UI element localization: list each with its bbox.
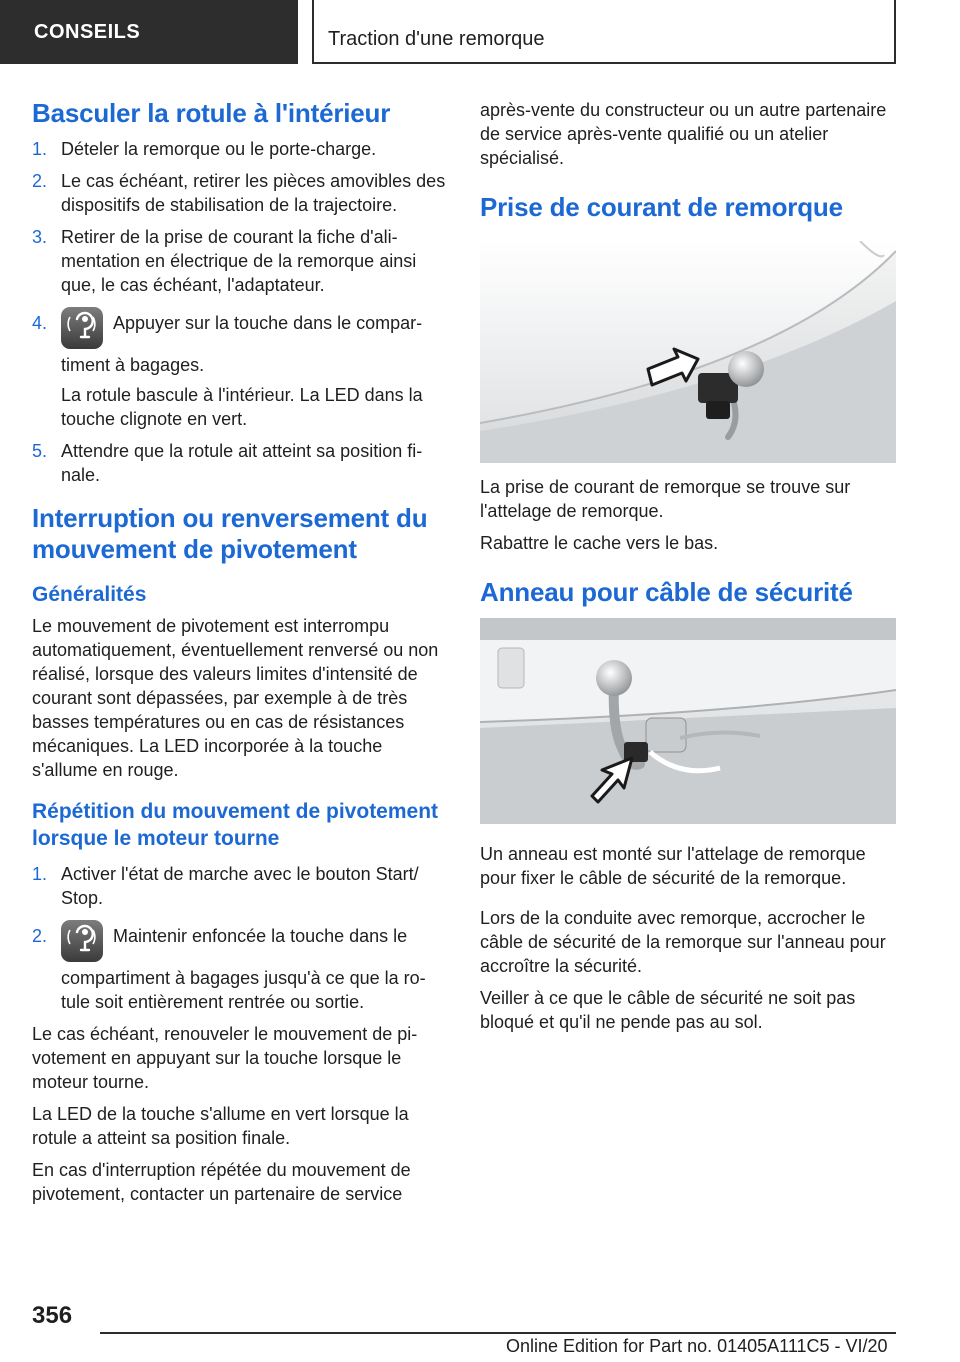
step-number: 2. [32,926,48,946]
step-item [32,137,448,161]
step-text: Activer l'état de marche avec le bouton Start/ Stop. [61,864,419,908]
step-item [32,924,448,1014]
step-text: Attendre que la rotule ait atteint sa position finale. [61,441,423,485]
paragraph-anneau-monte: Un anneau est monté sur l'attelage de remorque pour fixer le câble de sécurité de la remorque. [480,844,866,888]
paragraph-veiller: Veiller à ce que le câble de sécurité ne soit pas bloqué et qu'il ne pende pas au sol. [480,988,856,1032]
step-item [32,862,448,910]
header-chapter-tab [312,0,896,64]
step-number: 2. [32,171,48,191]
paragraph-contacter: En cas d'interruption répétée du mouvement de pivotement, contacter un partenaire de service [32,1160,411,1204]
tow-hitch-button-icon [61,920,103,962]
heading-prise-courant: Prise de courant de remorque [480,192,843,222]
paragraph-continuation: après-vente du constructeur ou un autre partenaire de service après-vente qualifié ou un atelier spécialisé. [480,100,887,168]
step-number: 1. [32,139,48,159]
steps-basculer [32,137,448,487]
step-text: Dételer la remorque ou le porte-charge. [61,139,377,159]
step-item [32,169,448,217]
step-text: Retirer de la prise de courant la fiche d'alimentation en électrique de la remorque ainsi que, le cas échéant, l'adaptateur. [61,227,417,295]
chapter-title: Traction d'une remorque [328,28,545,50]
header-section-tab [0,0,298,64]
footer-divider [100,1332,896,1334]
steps-repetition [32,862,448,1014]
section-title: CONSEILS [34,20,141,43]
step-item [32,311,448,431]
figure-trailer-socket [480,241,896,463]
paragraph-prise-location: La prise de courant de remorque se trouve sur l'attelage de remorque. [480,477,851,521]
tow-hitch-button-icon [61,307,103,349]
edition-text: Online Edition for Part no. 01405A111C5 - VI/20 [506,1336,888,1356]
step-number: 1. [32,864,48,884]
step-item [32,225,448,297]
right-column [480,98,896,1042]
figure-safety-cable-ring [480,618,896,824]
step-number: 3. [32,227,48,247]
heading-generalites: Généralités [32,583,147,606]
paragraph-renouveler: Le cas échéant, renouveler le mouvement de pivotement en appuyant sur la touche lorsque le moteur tourne. [32,1024,418,1092]
heading-repetition: Répétition du mouvement de pivotement lorsque le moteur tourne [32,800,439,850]
paragraph-rabattre: Rabattre le cache vers le bas. [480,533,719,553]
heading-basculer: Basculer la rotule à l'intérieur [32,98,391,128]
paragraph-led-vert: La LED de la touche s'allume en vert lorsque la rotule a atteint sa position finale. [32,1104,409,1148]
step-number: 4. [32,313,48,333]
step-subtext: La rotule bascule à l'intérieur. La LED dans la touche clignote en vert. [61,385,423,429]
step-text: Maintenir enfoncée la touche dans le compartiment à bagages jusqu'à ce que la rotule soit entièrement rentrée ou sortie. [61,926,426,1012]
step-text: Appuyer sur la touche dans le compartiment à bagages. [61,313,423,375]
step-item [32,439,448,487]
heading-anneau: Anneau pour câble de sécurité [480,577,853,607]
heading-interruption: Interruption ou renversement du mouvement de pivotement [32,503,428,564]
step-text: Le cas échéant, retirer les pièces amovibles des dispositifs de stabilisation de la trajectoire. [61,171,446,215]
left-column [32,98,448,1214]
paragraph-accrocher: Lors de la conduite avec remorque, accrocher le câble de sécurité de la remorque sur l'anneau pour accroître la sécurité. [480,908,886,976]
page-number: 356 [32,1302,73,1329]
paragraph-generalites: Le mouvement de pivotement est interrompu automatiquement, éventuellement renversé ou non réalisé, lorsque des valeurs limites d'intensité de courant sont dépassées, par exemple à de très basses températures ou en cas de résistances mécaniques. La LED incorporée à la touche s'allume en rouge. [32,616,439,780]
step-number: 5. [32,441,48,461]
